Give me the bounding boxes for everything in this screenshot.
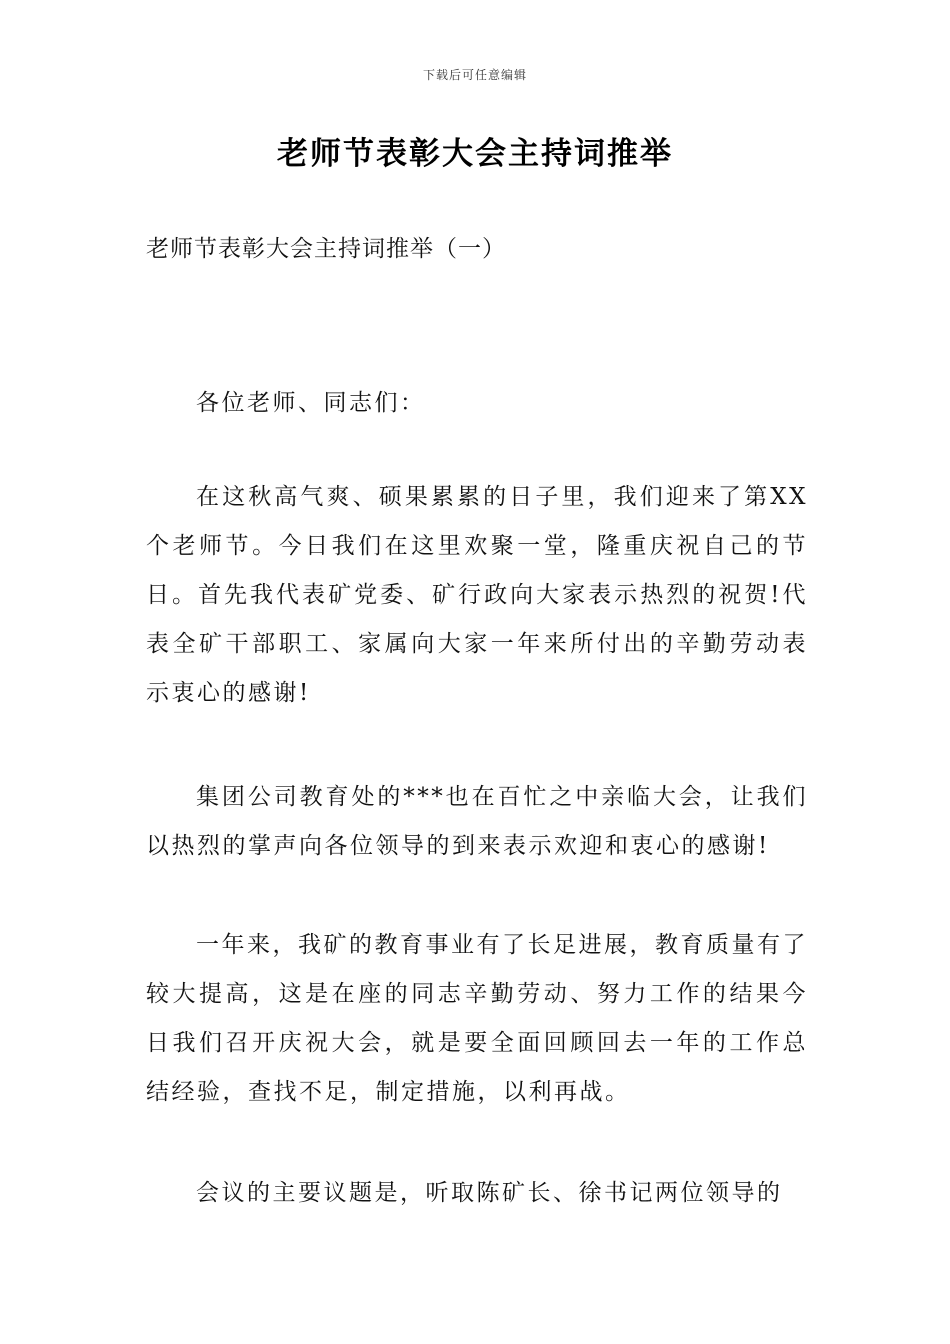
salutation-paragraph: 各位老师、同志们： xyxy=(196,390,426,416)
section-heading: 老师节表彰大会主持词推举（一） xyxy=(146,236,506,262)
body-paragraph: 一年来，我矿的教育事业有了长足进展，教育质量有了较大提高，这是在座的同志辛勤劳动、努力工作的结果今日我们召开庆祝大会，就是要全面回顾回去一年的工作总结经验，查找不足，制定措施，以利再战。 xyxy=(146,932,808,1105)
header-note: 下载后可任意编辑 xyxy=(422,68,527,82)
body-paragraph: 集团公司教育处的***也在百忙之中亲临大会，让我们以热烈的掌声向各位领导的到来表示欢迎和衷心的感谢! xyxy=(146,784,808,859)
document-title: 老师节表彰大会主持词推举 xyxy=(277,136,673,172)
body-paragraph: 在这秋高气爽、硕果累累的日子里，我们迎来了第XX个老师节。今日我们在这里欢聚一堂，隆重庆祝自己的节日。首先我代表矿党委、矿行政向大家表示热烈的祝贺!代表全矿干部职工、家属向大家一年来所付出的辛勤劳动表示衷心的感谢! xyxy=(146,484,808,706)
body-paragraph: 会议的主要议题是，听取陈矿长、徐书记两位领导的 xyxy=(196,1180,783,1206)
